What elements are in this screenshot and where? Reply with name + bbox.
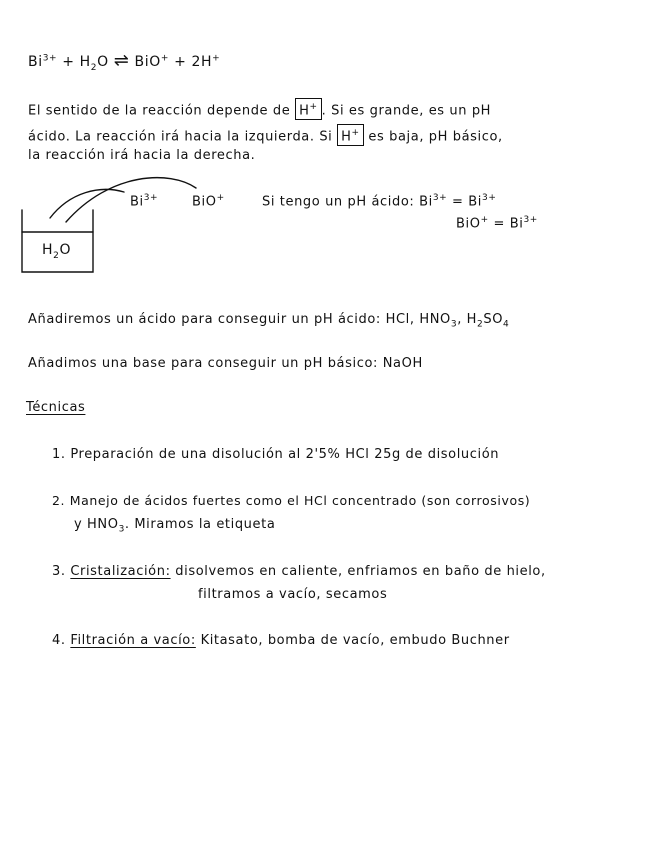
item-4-text: Kitasato, bomba de vacío, embudo Buchner <box>200 633 510 648</box>
eq-o: O <box>97 54 109 70</box>
para-text-3: ácido. La reacción irá hacia la izquierda. Si <box>28 129 333 145</box>
item-2-text: Manejo de ácidos fuertes como el HCl concentrado (son corrosivos) <box>69 493 531 508</box>
beaker-o: O <box>59 242 72 258</box>
diagram-bio: BiO <box>192 194 217 210</box>
eq-bi: Bi <box>28 54 43 70</box>
acid-sub-1: 3 <box>450 319 458 330</box>
para-text-1: El sentido de la reacción depende de <box>28 103 291 119</box>
item-2-line-2a: y HNO <box>74 517 119 532</box>
h-ion-2: H <box>341 129 352 145</box>
technique-item-3-line-2 <box>198 587 387 602</box>
eq-bi-charge: 3+ <box>42 53 58 64</box>
diagram-condition-line-2 <box>456 215 538 231</box>
cond-l2-a-charge: + <box>480 215 489 225</box>
cond-l1-eq: = <box>452 194 464 210</box>
diagram-bio-label <box>192 193 225 209</box>
technique-item-3 <box>52 564 546 579</box>
item-4-number: 4. <box>52 633 66 648</box>
eq-2h-charge: + <box>212 53 221 64</box>
cond-l2-b: Bi <box>509 216 524 232</box>
acid-line <box>28 312 509 330</box>
beaker-h-sub: 2 <box>53 250 60 261</box>
acid-h: , H <box>457 312 478 327</box>
h-ion-charge-2: + <box>351 128 360 138</box>
acid-sub-3: 4 <box>503 319 510 330</box>
item-1-text: Preparación de una disolución al 2'5% HCl 25g de disolución <box>70 447 500 462</box>
item-4-label: Filtración a vacío: <box>70 633 196 648</box>
diagram-bi-charge: 3+ <box>143 193 159 203</box>
techniques-heading: Técnicas <box>26 400 86 415</box>
item-3-label: Cristalización: <box>70 564 171 579</box>
item-3-number: 3. <box>52 564 66 579</box>
diagram-bi: Bi <box>130 194 144 210</box>
technique-item-2-line-2 <box>74 517 275 535</box>
eq-2h: 2H <box>191 54 213 70</box>
technique-item-2 <box>52 493 530 508</box>
diagram-bi-label <box>130 193 158 209</box>
diagram-bio-charge: + <box>216 193 225 203</box>
item-2-number: 2. <box>52 493 66 508</box>
cond-l1-a-charge: 3+ <box>432 193 448 203</box>
item-2-sub: 3 <box>118 524 125 535</box>
eq-h-sub: 2 <box>90 62 98 73</box>
acid-text: Añadiremos un ácido para conseguir un pH ácido: <box>28 312 381 327</box>
cond-l1-a: Bi <box>419 194 433 210</box>
cond-l2-a: BiO <box>456 216 481 232</box>
condition-text: Si tengo un pH ácido: <box>262 194 415 210</box>
cond-l1-b-charge: 3+ <box>482 193 497 203</box>
cond-l2-eq: = <box>493 216 505 232</box>
technique-item-1 <box>52 447 499 462</box>
h-ion: H <box>299 103 310 119</box>
acid-sub-2: 2 <box>477 319 484 330</box>
technique-item-4 <box>52 633 510 648</box>
item-3-text: disolvemos en caliente, enfriamos en baño de hielo, <box>175 564 546 579</box>
beaker-water-label <box>42 242 71 261</box>
eq-bio: BiO <box>134 54 161 70</box>
para-text-5: la reacción irá hacia la derecha. <box>28 148 256 163</box>
acid-so: SO <box>483 312 504 327</box>
beaker-outline <box>22 210 93 272</box>
diagram-condition <box>262 193 496 209</box>
eq-plus-2: + <box>174 54 187 70</box>
item-1-number: 1. <box>52 447 66 462</box>
h-ion-charge: + <box>309 102 318 112</box>
para-text-2: . Si es grande, es un pH <box>321 103 492 119</box>
acid-hcl-hno: HCl, HNO <box>385 312 451 327</box>
item-3-line-2: filtramos a vacío, secamos <box>198 587 388 602</box>
base-text: Añadimos una base para conseguir un pH básico: NaOH <box>28 356 423 371</box>
beaker-h: H <box>42 242 54 258</box>
cond-l2-b-charge: 3+ <box>523 215 538 225</box>
base-line <box>28 356 423 371</box>
item-2-line-2b: . Miramos la etiqueta <box>124 517 276 532</box>
cond-l1-b: Bi <box>468 194 482 210</box>
arrow-to-bi-1 <box>50 189 124 218</box>
eq-bio-charge: + <box>160 53 170 64</box>
eq-h: H <box>79 54 91 70</box>
equilibrium-arrow-icon: ⇌ <box>113 50 130 71</box>
para-text-4: es baja, pH básico, <box>368 129 503 145</box>
eq-plus: + <box>62 54 75 70</box>
